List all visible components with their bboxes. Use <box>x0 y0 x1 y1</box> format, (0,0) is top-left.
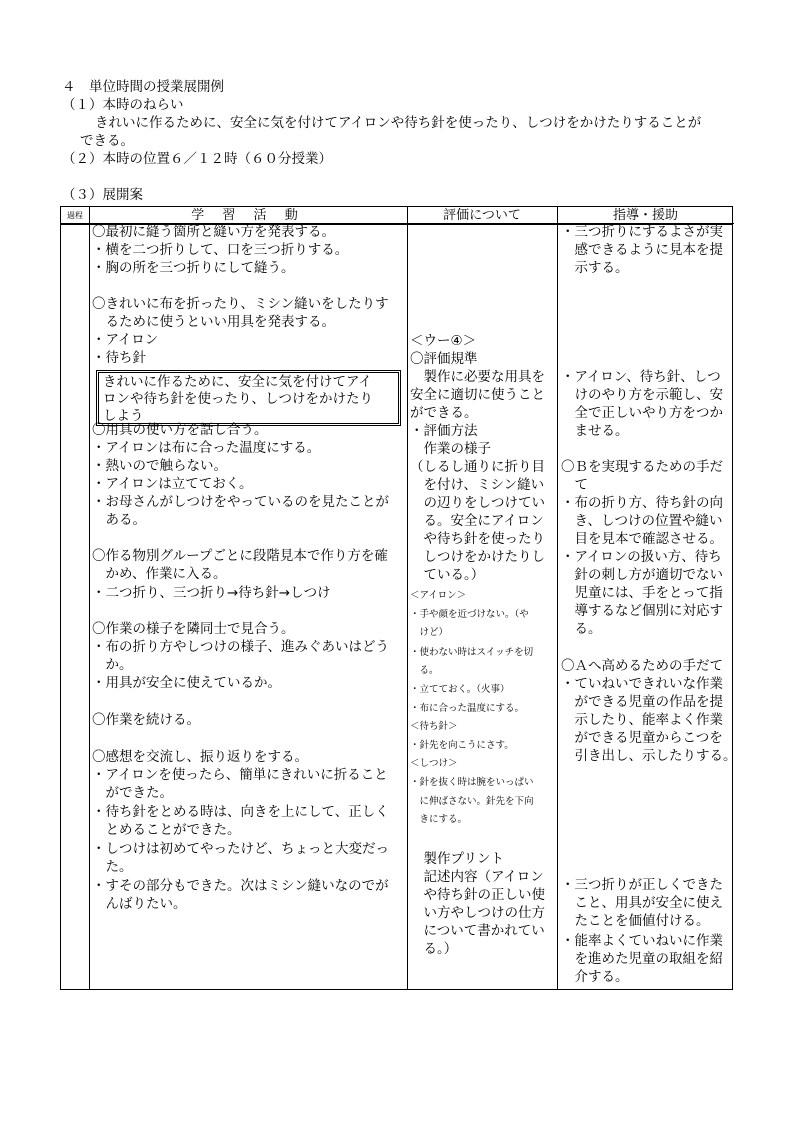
evaluation-note: ＜アイロン＞ <box>410 590 467 601</box>
aim-text-line-1: きれいに作るために、安全に気を付けてアイロンや待ち針を使ったり、しつけをかけたりすることが <box>95 115 702 131</box>
evaluation-line: 作業の様子 <box>410 441 491 457</box>
evaluation-line: （しるし通りに折り目 <box>410 459 545 475</box>
guidance-line: けのやり方を示範し、安 <box>561 387 723 403</box>
activity-line: ・胸の所を三つ折りにして縫う。 <box>92 260 295 276</box>
activity-line: ができた。 <box>92 785 173 801</box>
evaluation-line: ＜ウー④＞ <box>410 333 477 349</box>
evaluation-line: る。） <box>410 941 458 957</box>
evaluation-note: に伸ばさない。針先を下向 <box>410 796 534 807</box>
activity-line: 〇作業を続ける。 <box>92 712 200 728</box>
guidance-line: ができる児童の作品を提 <box>561 694 723 710</box>
goal-line: しよう <box>103 408 144 424</box>
column-divider <box>407 207 408 989</box>
guidance-line: て <box>561 477 588 493</box>
evaluation-line: や待ち針を使ったり <box>410 531 545 547</box>
activity-line: ・アイロンを使ったら、簡単にきれいに折ること <box>92 767 388 783</box>
header-stage: 過程 <box>61 207 89 224</box>
guidance-line: 全で正しいやり方をつか <box>561 405 723 421</box>
activity-line: 〇最初に縫う箇所と縫い方を発表する。 <box>92 224 335 240</box>
evaluation-note: きにする。 <box>410 814 468 825</box>
evaluation-line: ・評価方法 <box>410 423 478 439</box>
activity-line: るために使うといい用具を発表する。 <box>92 314 335 330</box>
evaluation-line: を付け、ミシン縫い <box>410 477 545 493</box>
activity-line: ・布の折り方やしつけの様子、進みぐあいはどう <box>92 639 389 655</box>
goal-line: きれいに作るために、安全に気を付けてアイ <box>103 374 372 390</box>
activity-line: ・用具が安全に使えているか。 <box>92 675 281 691</box>
guidance-line: 〇Ｂを実現するための手だ <box>561 459 723 475</box>
guidance-line: を進めた児童の取組を紹 <box>561 951 723 967</box>
evaluation-note: けど） <box>410 627 449 638</box>
activity-line: ・横を二つ折りして、口を三つ折りする。 <box>92 242 349 258</box>
header-activity: 学 習 活 動 <box>89 207 407 224</box>
activity-line: 〇きれいに布を折ったり、ミシン縫いをしたりす <box>92 296 389 312</box>
activity-line: た。 <box>92 859 133 875</box>
evaluation-note: ・針を抜く時は腕をいっぱい <box>410 777 534 788</box>
evaluation-line: の辺りをしつけてい <box>410 495 545 511</box>
guidance-line: 〇Ａへ高めるための手だて <box>561 658 723 674</box>
guidance-line: 示したり、能率よく作業 <box>561 712 723 728</box>
evaluation-line: 安全に適切に使うこと <box>410 387 545 403</box>
evaluation-note: ＜しつけ＞ <box>410 758 458 769</box>
evaluation-note: ・布に合った温度にする。 <box>410 703 525 714</box>
activity-line: とめることができた。 <box>92 822 241 838</box>
evaluation-note: ・使わない時はスイッチを切 <box>410 647 534 658</box>
evaluation-line: 〇評価規準 <box>410 351 478 367</box>
guidance-line: き、しつけの位置や縫い <box>561 513 723 529</box>
guidance-line: ができる児童からこつを <box>561 730 723 746</box>
guidance-line: 感できるように見本を提 <box>561 242 723 258</box>
guidance-line: ・ていねいできれいな作業 <box>561 676 723 692</box>
activity-line: 〇作業の様子を隣同士で見合う。 <box>92 621 295 637</box>
guidance-line: ませる。 <box>561 423 629 439</box>
evaluation-line: や待ち針の正しい使 <box>410 887 545 903</box>
goal-line: ロンや待ち針を使ったり、しつけをかけたり <box>103 391 373 407</box>
activity-line: ・お母さんがしつけをやっているのを見たことが <box>92 494 389 510</box>
activity-line: か。 <box>92 657 133 673</box>
activity-line: ・アイロンは布に合った温度にする。 <box>92 440 321 456</box>
activity-line: ・熱いので触らない。 <box>92 458 227 474</box>
evaluation-note: ・手や顔を近づけない。（や <box>410 609 529 620</box>
evaluation-line: 記述内容（アイロン <box>410 869 544 885</box>
guidance-line: こと、用具が安全に使え <box>561 895 723 911</box>
evaluation-line: ている。） <box>410 567 485 583</box>
guidance-line: 目を見本で確認させる。 <box>561 531 723 547</box>
guidance-line: ・三つ折りが正しくできた <box>561 877 723 893</box>
activity-line: 〇用具の使い方を話し合う。 <box>92 422 268 438</box>
activity-line: ある。 <box>92 512 146 528</box>
activity-line: 〇感想を交流し、振り返りをする。 <box>92 749 308 765</box>
guidance-line: たことを価値付ける。 <box>561 913 710 929</box>
lesson-goal-box <box>96 370 401 426</box>
guidance-line: ・三つ折りにするよさが実 <box>561 224 723 240</box>
activity-line: 〇作る物別グループごとに段階見本で作り方を確 <box>92 548 388 564</box>
section-heading: ４ 単位時間の授業展開例 <box>62 79 224 95</box>
guidance-line: 導するなど個別に対応す <box>561 603 723 619</box>
activity-line: ・すその部分もできた。次はミシン縫いなのでが <box>92 878 389 894</box>
activity-line: ・待ち針をとめる時は、向きを上にして、正しく <box>92 804 389 820</box>
guidance-line: ・アイロンの扱い方、待ち <box>561 549 722 565</box>
activity-line: んばりたい。 <box>92 896 187 912</box>
guidance-line: ・能率よくていねいに作業 <box>561 933 723 949</box>
evaluation-note: ・針先を向こうにさす。 <box>410 740 514 751</box>
evaluation-line: ができる。 <box>410 405 478 421</box>
activity-line: かめ、作業に入る。 <box>92 566 227 582</box>
header-guidance: 指導・援助 <box>557 207 734 224</box>
activity-line: ・しつけは初めてやったけど、ちょっと大変だっ <box>92 841 389 857</box>
guidance-line: ・布の折り方、待ち針の向 <box>561 495 723 511</box>
activity-line: ・アイロンは立てておく。 <box>92 476 253 492</box>
evaluation-note: ・立てておく。（火事） <box>410 684 510 695</box>
subheading-plan: （３）展開案 <box>62 187 143 203</box>
guidance-line: 介する。 <box>561 969 629 985</box>
guidance-line: る。 <box>561 621 602 637</box>
guidance-line: 針の刺し方が適切でない <box>561 567 723 583</box>
aim-text-line-2: できる。 <box>80 133 134 149</box>
evaluation-line: しつけをかけたりし <box>410 549 545 565</box>
activity-line: ・アイロン <box>92 332 159 348</box>
evaluation-line: について書かれてい <box>410 923 545 939</box>
column-divider <box>89 207 90 989</box>
evaluation-note: ＜待ち針＞ <box>410 721 458 732</box>
guidance-line: 児童には、手をとって指 <box>561 585 723 601</box>
guidance-line: 引き出し、示したりする。 <box>561 748 737 764</box>
evaluation-note: る。 <box>410 665 439 676</box>
evaluation-line: る。安全にアイロン <box>410 513 544 529</box>
lesson-plan-table <box>60 206 737 990</box>
evaluation-line: 製作プリント <box>410 851 504 867</box>
subheading-position: （２）本時の位置６／１２時（６０分授業） <box>62 151 332 167</box>
evaluation-line: い方やしつけの仕方 <box>410 905 545 921</box>
guidance-line: ・アイロン、待ち針、しつ <box>561 369 721 385</box>
activity-line: ・二つ折り、三つ折り→待ち針→しつけ <box>92 585 331 601</box>
header-evaluation: 評価について <box>407 207 557 224</box>
activity-line: ・待ち針 <box>92 350 146 366</box>
column-divider <box>557 207 558 989</box>
evaluation-line: 製作に必要な用具を <box>410 369 545 385</box>
guidance-line: 示する。 <box>561 260 629 276</box>
subheading-aim: （１）本時のねらい <box>62 97 184 113</box>
